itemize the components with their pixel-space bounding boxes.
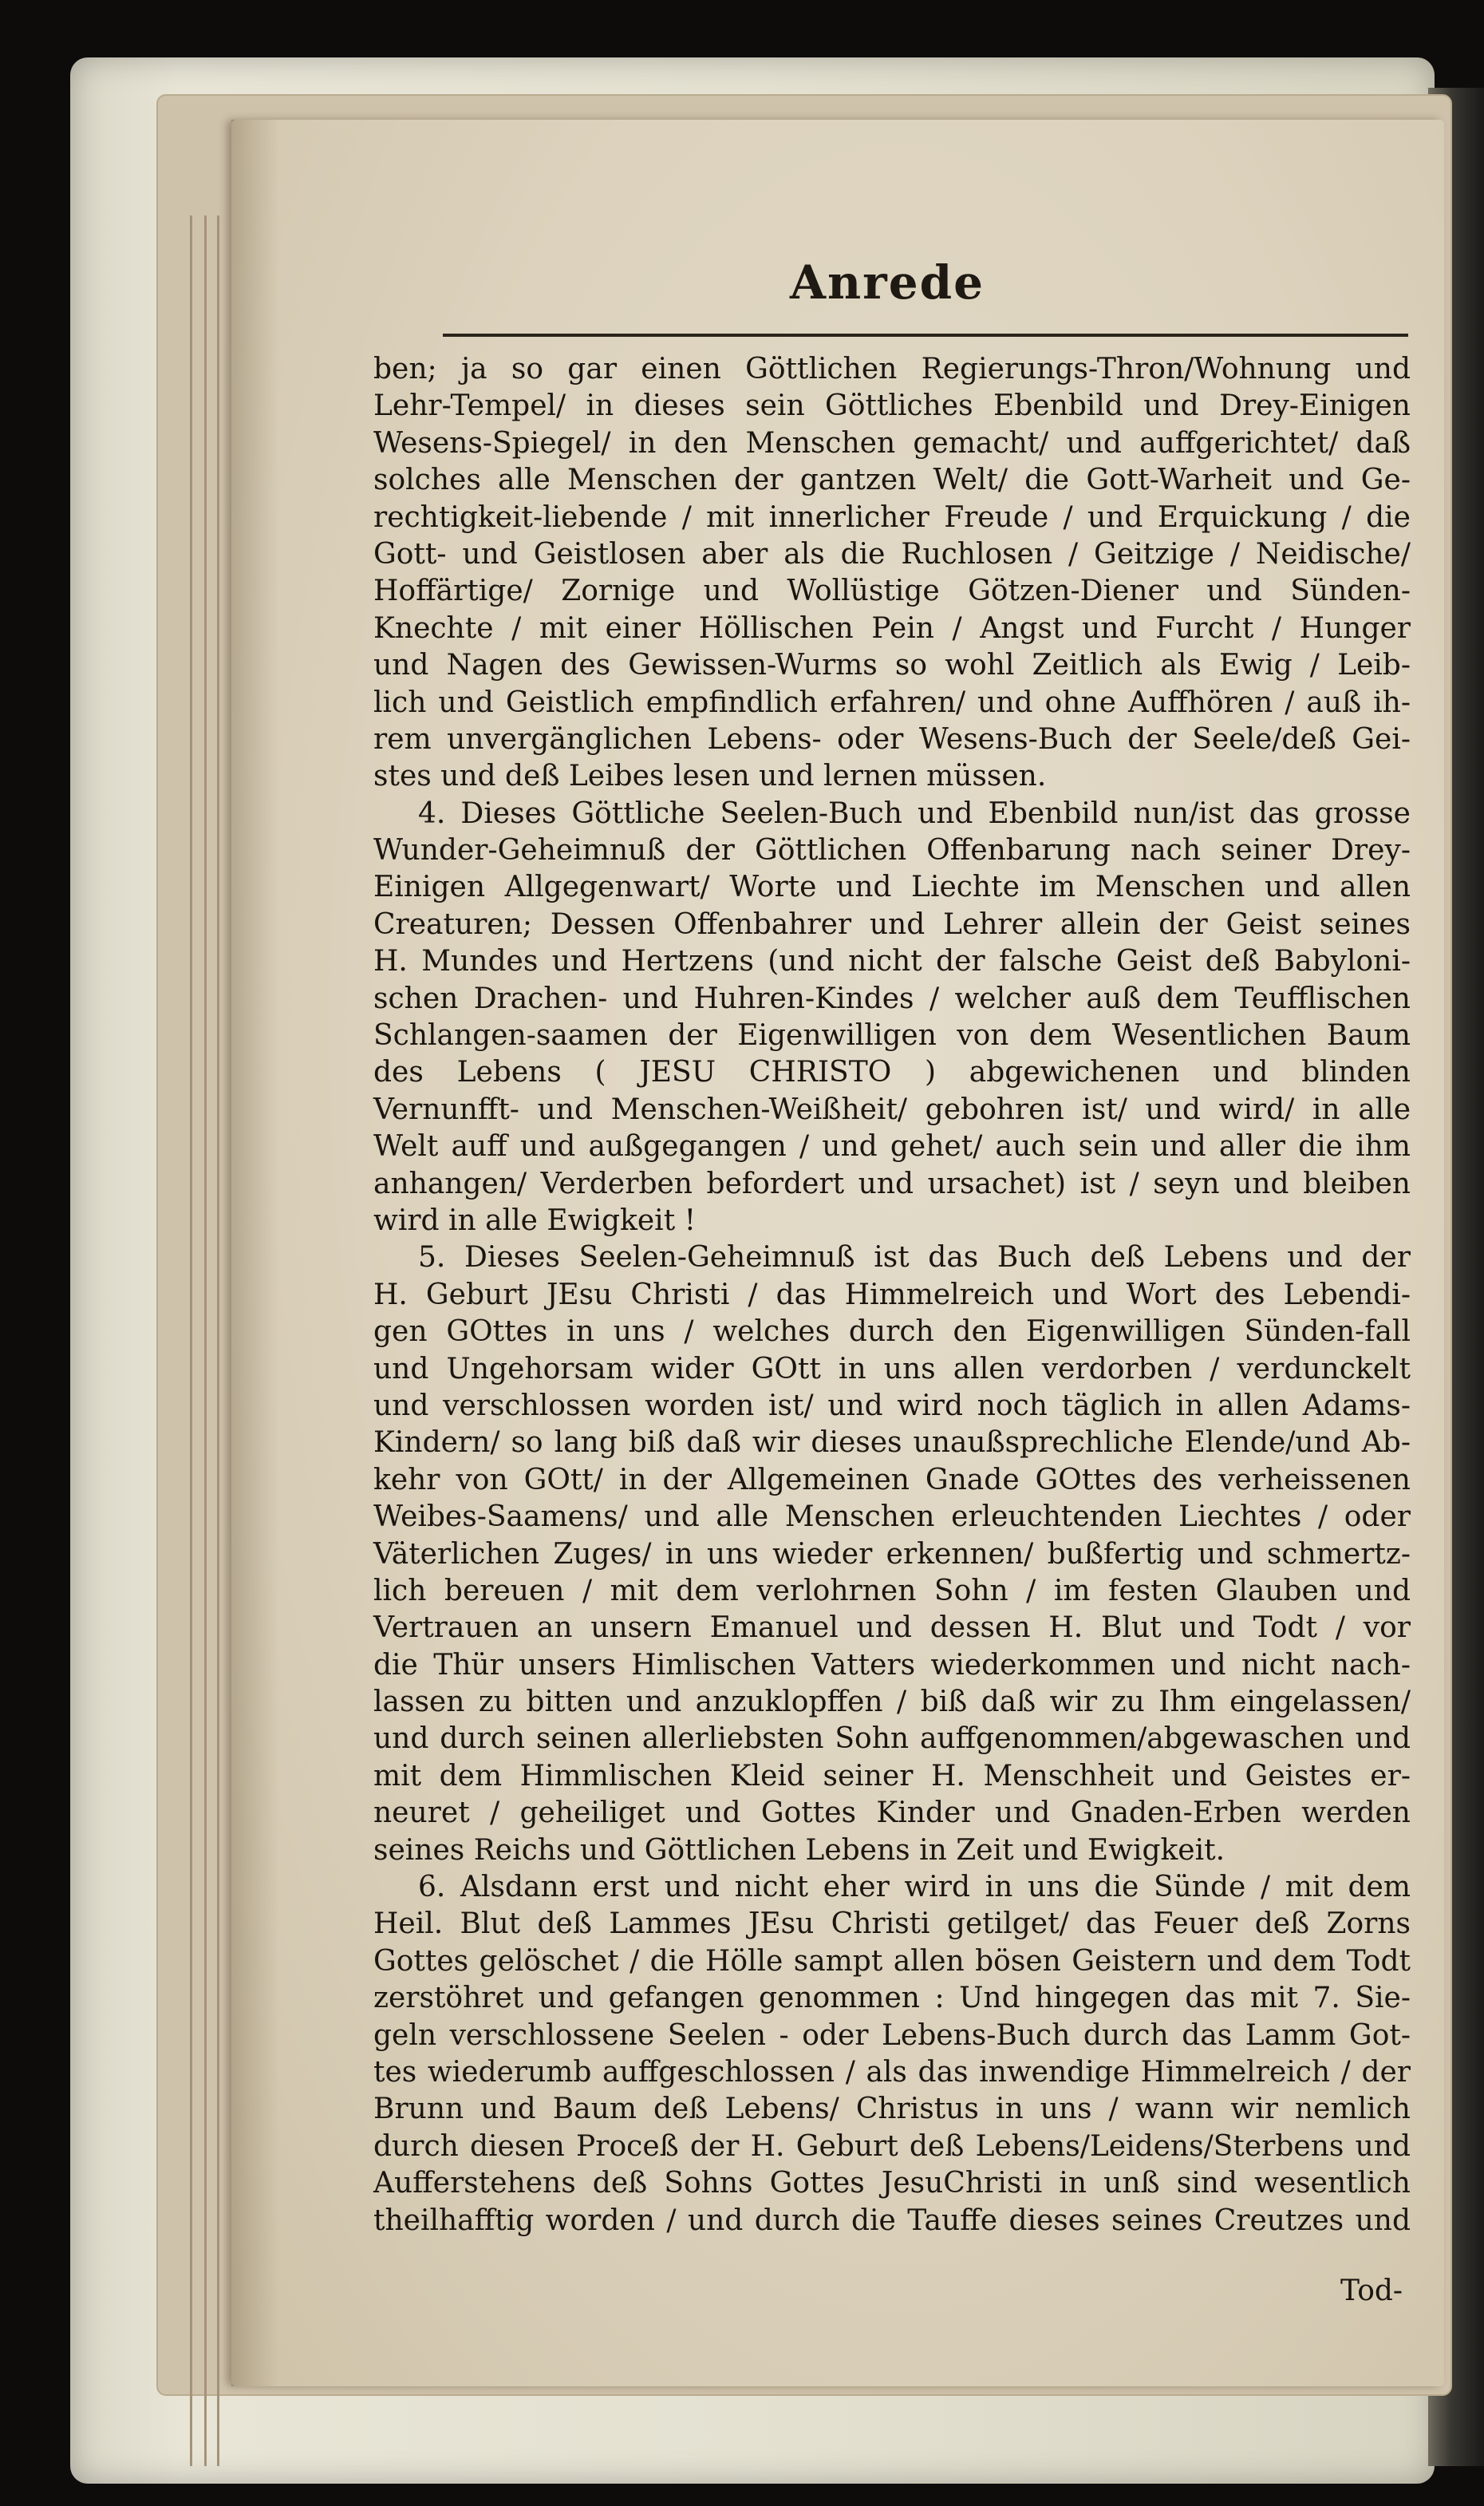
- text-line: Lehr-Tempel/ in dieses sein Göttliches Ebenbild und Drey-Einigen: [373, 389, 1411, 423]
- text-line: rechtigkeit-liebende / mit innerlicher Freude / und Erquickung / die: [373, 500, 1411, 534]
- text-line: Kindern/ so lang biß daß wir dieses unaußsprechliche Elende/und Ab-: [373, 1426, 1411, 1460]
- text-line: Vernunfft- und Menschen-Weißheit/ gebohren ist/ und wird/ in alle: [373, 1093, 1411, 1126]
- text-line: Brunn und Baum deß Lebens/ Christus in uns / wann wir nemlich: [373, 2093, 1411, 2126]
- text-line: seines Reichs und Göttlichen Lebens in Zeit und Ewigkeit.: [373, 1833, 1225, 1867]
- text-line: mit dem Himmlischen Kleid seiner H. Menschheit und Geistes er-: [373, 1759, 1411, 1793]
- text-line: ben; ja so gar einen Göttlichen Regierungs-Thron/Wohnung und: [373, 353, 1411, 385]
- text-line: Gottes gelöschet / die Hölle sampt allen bösen Geistern und dem Todt: [373, 1944, 1411, 1978]
- text-line: lich bereuen / mit dem verlohrnen Sohn / im festen Glauben und: [373, 1574, 1411, 1607]
- text-line: die Thür unsers Himlischen Vatters wiederkommen und nicht nach-: [373, 1648, 1411, 1682]
- text-line: zerstöhret und gefangen genommen : Und hingegen das mit 7. Sie-: [373, 1982, 1411, 2015]
- text-line: stes und deß Leibes lesen und lernen müssen.: [373, 760, 1047, 793]
- text-line: Aufferstehens deß Sohns Gottes JesuChristi in unß sind wesentlich: [373, 2167, 1411, 2200]
- text-line: geln verschlossene Seelen - oder Lebens-Buch durch das Lamm Got-: [373, 2018, 1411, 2052]
- text-line: Knechte / mit einer Höllischen Pein / Angst und Furcht / Hunger: [373, 611, 1411, 645]
- text-line: Wunder-Geheimnuß der Göttlichen Offenbarung nach seiner Drey-: [373, 834, 1411, 868]
- text-line: H. Geburt JEsu Christi / das Himmelreich und Wort des Lebendi-: [373, 1278, 1411, 1311]
- text-line: Gott- und Geistlosen aber als die Ruchlosen / Geitzige / Neidische/: [373, 537, 1411, 571]
- text-line: lich und Geistlich empfindlich erfahren/ und ohne Auffhören / auß ih-: [373, 686, 1411, 719]
- text-line: theilhafftig worden / und durch die Tauffe dieses seines Creutzes und: [373, 2204, 1411, 2237]
- text-line: gen GOttes in uns / welches durch den Eigenwilligen Sünden-fall: [373, 1315, 1411, 1349]
- text-line: und durch seinen allerliebsten Sohn auffgenommen/abgewaschen und: [373, 1722, 1411, 1756]
- text-line: schen Drachen- und Huhren-Kindes / welcher auß dem Teufflischen: [373, 982, 1411, 1015]
- text-line: Weibes-Saamens/ und alle Menschen erleuchtenden Liechtes / oder: [373, 1500, 1411, 1534]
- text-line: Welt auff und außgegangen / und gehet/ auch sein und aller die ihm: [373, 1130, 1411, 1164]
- text-line: und Nagen des Gewissen-Wurms so wohl Zeitlich als Ewig / Leib-: [373, 649, 1411, 682]
- text-line: Schlangen-saamen der Eigenwilligen von dem Wesentlichen Baum: [373, 1019, 1411, 1053]
- text-line: solches alle Menschen der gantzen Welt/ die Gott-Warheit und Ge-: [373, 464, 1411, 497]
- text-line: kehr von GOtt/ in der Allgemeinen Gnade GOttes des verheissenen: [373, 1463, 1411, 1496]
- catchword: Tod-: [1340, 2275, 1403, 2307]
- text-line: 6. Alsdann erst und nicht eher wird in uns die Sünde / mit dem: [418, 1871, 1411, 1904]
- text-line: 4. Dieses Göttliche Seelen-Buch und Ebenbild nun/ist das grosse: [418, 796, 1411, 830]
- leaf-edge: [217, 215, 219, 2466]
- text-line: des Lebens ( JESU CHRISTO ) abgewichenen und blinden: [373, 1056, 1411, 1089]
- text-line: wird in alle Ewigkeit !: [373, 1204, 697, 1237]
- text-line: Wesens-Spiegel/ in den Menschen gemacht/ und auffgerichtet/ daß: [373, 426, 1411, 460]
- page-body-text: [373, 351, 1411, 2239]
- text-line: H. Mundes und Hertzens (und nicht der falsche Geist deß Babyloni-: [373, 945, 1411, 978]
- text-line: tes wiederumb auffgeschlossen / als das inwendige Himmelreich / der: [373, 2055, 1411, 2089]
- text-line: rem unvergänglichen Lebens- oder Wesens-Buch der Seele/deß Gei-: [373, 722, 1411, 756]
- text-line: Creaturen; Dessen Offenbahrer und Lehrer allein der Geist seines: [373, 907, 1411, 941]
- text-line: lassen zu bitten und anzuklopffen / biß daß wir zu Ihm eingelassen/: [373, 1686, 1411, 1719]
- text-line: und verschlossen worden ist/ und wird noch täglich in allen Adams-: [373, 1389, 1411, 1422]
- header-rule: [443, 334, 1408, 337]
- text-line: neuret / geheiliget und Gottes Kinder und Gnaden-Erben werden: [373, 1796, 1411, 1830]
- text-line: und Ungehorsam wider GOtt in uns allen verdorben / verdunckelt: [373, 1352, 1411, 1385]
- text-line: Heil. Blut deß Lammes JEsu Christi getilget/ das Feuer deß Zorns: [373, 1907, 1411, 1941]
- running-head: Anrede: [790, 255, 985, 310]
- leaf-edge: [190, 215, 192, 2466]
- text-line: Hoffärtige/ Zornige und Wollüstige Götzen-Diener und Sünden-: [373, 575, 1411, 608]
- text-line: Einigen Allgegenwart/ Worte und Liechte im Menschen und allen: [373, 871, 1411, 904]
- text-line: 5. Dieses Seelen-Geheimnuß ist das Buch deß Lebens und der: [418, 1241, 1411, 1275]
- leaf-edge: [204, 215, 207, 2466]
- text-line: anhangen/ Verderben befordert und ursachet) ist / seyn und bleiben: [373, 1167, 1411, 1200]
- text-line: Väterlichen Zuges/ in uns wieder erkennen/ bußfertig und schmertz-: [373, 1537, 1411, 1571]
- text-line: Vertrauen an unsern Emanuel und dessen H. Blut und Todt / vor: [373, 1611, 1411, 1645]
- text-line: durch diesen Proceß der H. Geburt deß Lebens/Leidens/Sterbens und: [373, 2129, 1411, 2163]
